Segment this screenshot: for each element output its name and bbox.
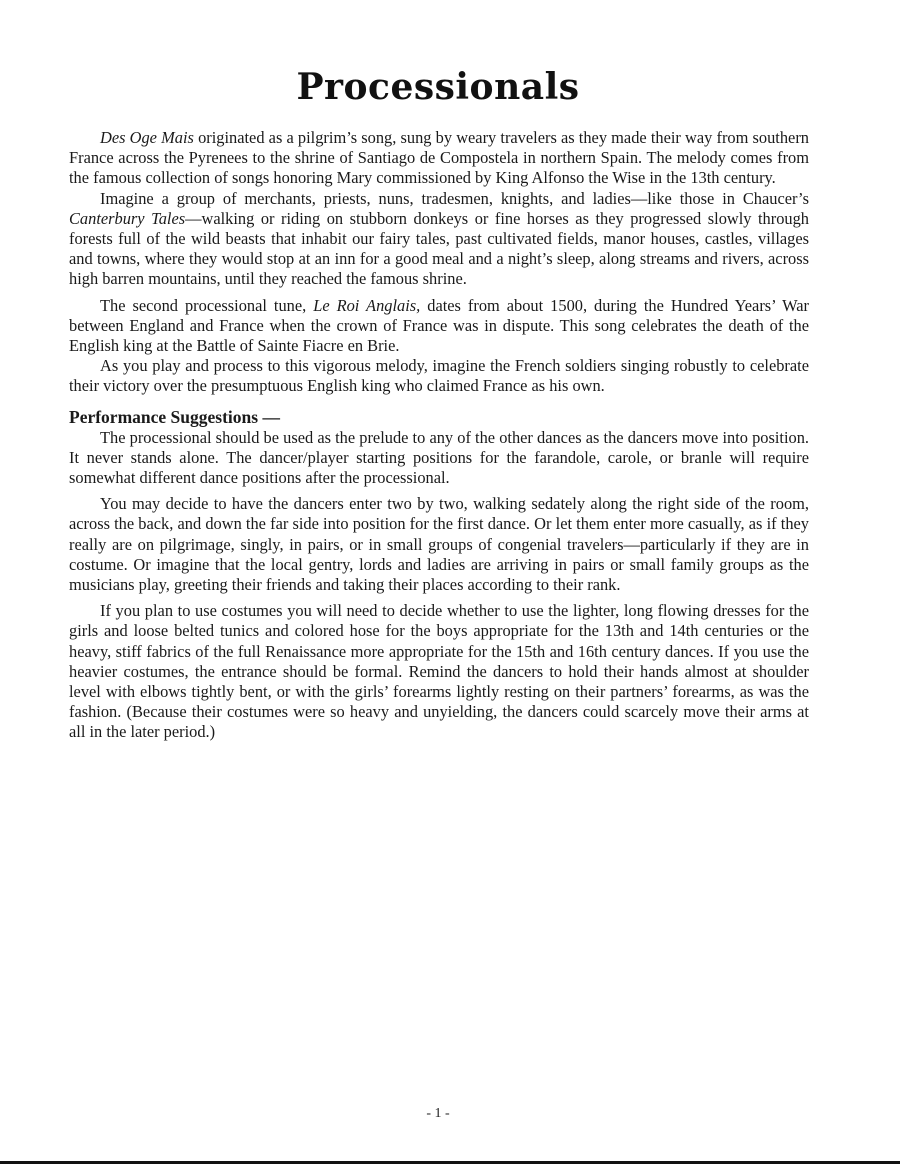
paragraph-le-roi-anglais <box>69 296 809 357</box>
paragraph-suggestion-costumes: If you plan to use costumes you will need to decide whether to use the lighter, long flowing dresses for the girls and loose belted tunics and colored hose for the boys appropriate for the 13th and 14th centuries or the heavy, stiff fabrics of the full Renaissance more appropriate for the 15th and 16th century dances. If you use the heavier costumes, the entrance should be formal. Remind the dancers to hold their hands almost at shoulder level with elbows tightly bent, or with the girls’ forearms lightly resting on their partners’ forearms, as was the fashion. (Because their costumes were so heavy and unyielding, the dancers could scarcely move their arms at all in the later period.) <box>69 601 809 742</box>
page-number: - 1 - <box>426 1106 450 1121</box>
paragraph-suggestion-prelude: The processional should be used as the prelude to any of the other dances as the dancers move into position. It never stands alone. The dancer/player starting positions for the farandole, carole, or branle will require somewhat different dance positions after the processional. <box>69 427 809 488</box>
paragraph-vigorous-melody <box>69 356 809 396</box>
paragraph-text: Imagine a group of merchants, priests, nuns, tradesmen, knights, and ladies—like those in Chaucer’s <box>100 188 809 208</box>
paragraph-text: —walking or riding on stubborn donkeys or fine horses as they progressed slowly through forests full of the wild beasts that inhabit our fairy tales, past cultivated fields, manor houses, castles, villages and towns, where they would stop at an inn for a good meal and a night’s sleep, along streams and rivers, across high barren mountains, until they reached the famous shrine. <box>69 208 809 289</box>
body-text <box>69 128 809 743</box>
paragraph-text: dates from about 1500, during the Hundred Years’ War between England and France when the crown of France was in dispute. This song celebrates the death of the English king at the Battle of Sainte Fiacre en Brie. <box>69 295 809 356</box>
paragraph-text: As you play and process to this vigorous melody, imagine the French soldiers singing robustly to celebrate their victory over the presumptuous English king who claimed France as his own. <box>69 356 809 396</box>
section-heading-performance-suggestions: Performance Suggestions — <box>69 406 280 427</box>
paragraph-pilgrims <box>69 189 809 290</box>
page-title: Processionals <box>296 66 580 108</box>
paragraph-des-oge-mais <box>69 128 809 189</box>
paragraph-suggestion-entrance: You may decide to have the dancers enter two by two, walking sedately along the right side of the room, across the back, and down the far side into position for the first dance. Or let them enter more casually, as if they really are on pilgrimage, singly, in pairs, or in small groups of congenial travelers—particularly if they are in costume. Or imagine that the local gentry, lords and ladies are arriving in pairs or small family groups as the musicians play, greeting their friends and taking their places according to their rank. <box>69 494 809 595</box>
book-title-canterbury-tales: Canterbury Tales <box>69 208 186 228</box>
paragraph-text: originated as a pilgrim’s song, sung by weary travelers as they made their way from southern France across the Pyrenees to the shrine of Santiago de Compostela in northern Spain. The melody comes from the famous collection of songs honoring Mary commissioned by King Alfonso the Wise in the 13th century. <box>69 128 809 188</box>
song-title-des-oge-mais: Des Oge Mais <box>100 128 194 147</box>
song-title-le-roi-anglais: Le Roi Anglais, <box>313 295 421 315</box>
paragraph-text: The second processional tune, <box>100 295 314 315</box>
